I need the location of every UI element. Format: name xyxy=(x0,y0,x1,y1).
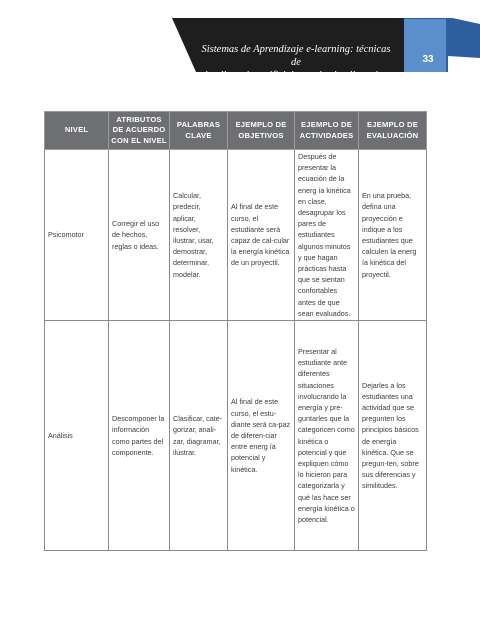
header-title-line-1: Sistemas de Aprendizaje e-learning: técnicas de xyxy=(201,44,391,68)
header-banner xyxy=(0,18,480,94)
cell-atributos: Corregir el uso de hechos, reglas o ideas. xyxy=(109,150,170,321)
cell-palabras: Clasificar, cate-gorizar, anali-zar, diagramar, ilustrar. xyxy=(170,321,228,551)
page-number: 33 xyxy=(422,54,434,65)
cell-palabras: Calcular, predecir, aplicar, resolver, ilustrar, usar, demostrar, determinar, modelar. xyxy=(170,150,228,321)
header-evaluacion: EJEMPLO DE EVALUACIÓN xyxy=(359,112,427,150)
cell-actividades: Después de presentar la ecuación de la energ ía kinética en clase, desagrupar los pares de estudiantes algunos minutos y que hagan prácticas hasta que se sientan confortables antes de que sean evaluados. xyxy=(295,150,359,321)
header-actividades: EJEMPLO DE ACTIVIDADES xyxy=(295,112,359,150)
table-row xyxy=(45,150,427,321)
cell-nivel: Psicomotor xyxy=(45,150,109,321)
header-nivel: NIVEL xyxy=(45,112,109,150)
header-atributos: ATRIBUTOS DE ACUERDO CON EL NIVEL xyxy=(109,112,170,150)
cell-objetivos: Al final de este curso, el estu-diante será ca-paz de diferen-ciar entre energ ía potencial y kinética. xyxy=(228,321,295,551)
cell-objetivos: Al final de este curso, el estudiante será capaz de cal-cular la energía kinética de un proyectil. xyxy=(228,150,295,321)
cell-nivel: Análisis xyxy=(45,321,109,551)
cell-atributos: Descomponer la información como partes del componente. xyxy=(109,321,170,551)
header-objetivos: EJEMPLO DE OBJETIVOS xyxy=(228,112,295,150)
taxonomy-table xyxy=(44,111,427,551)
header-title xyxy=(196,43,396,95)
header-palabras-clave: PALABRAS CLAVE xyxy=(170,112,228,150)
cell-actividades: Presentar al estudiante ante diferentes situaciones involucrando la energía y pre-guntarles que la categoricen como kinética o potencial y que expliquen cómo lo hicieron para categorizarla y qué las hace ser energía kinética o potencial. xyxy=(295,321,359,551)
table-header-row xyxy=(45,112,427,150)
cell-evaluacion: Dejarles a los estudiantes una actividad que se pregunten los principios básicos de energía kinética. Que se pregun-ten, sobre sus diferencias y similitudes. xyxy=(359,321,427,551)
table-row xyxy=(45,321,427,551)
header-title-line-2: inteligencia artificial para las inteligencias múltiples xyxy=(204,70,388,94)
cell-evaluacion: En una prueba, defina una proyección e indique a los estudiantes que calculen la energ ía kinética del proyectil. xyxy=(359,150,427,321)
